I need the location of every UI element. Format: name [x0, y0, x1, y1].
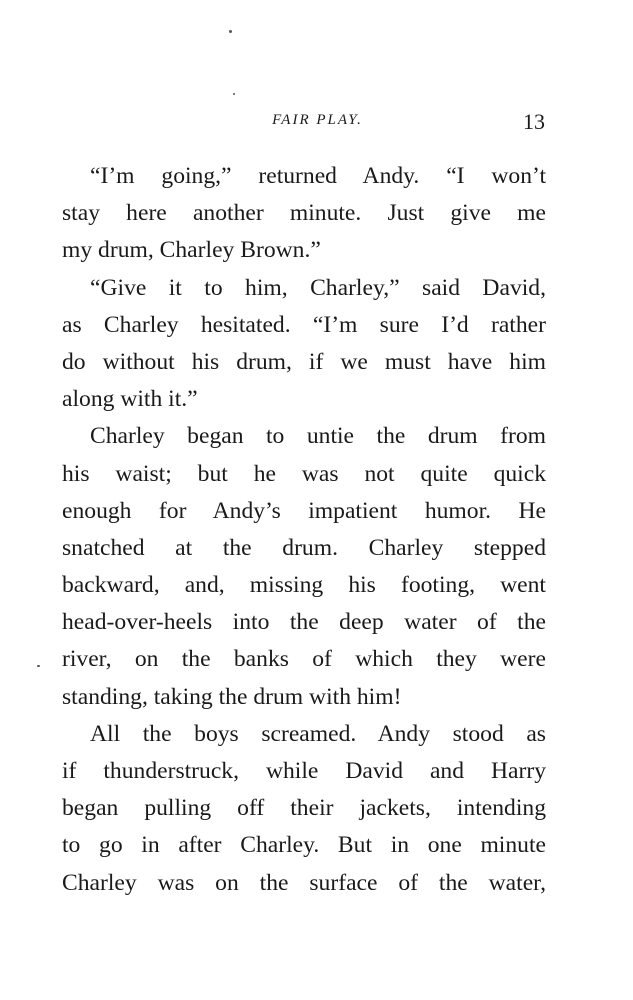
text-line: his waist; but he was not quite quick: [62, 460, 546, 487]
body-text: [62, 158, 546, 902]
running-title: FAIR PLAY.: [272, 112, 363, 128]
text-line: if thunderstruck, while David and Harry: [62, 758, 546, 784]
text-line: snatched at the drum. Charley stepped: [62, 534, 546, 561]
page-speck: [233, 93, 235, 95]
text-line: “I’m going,” returned Andy. “I won’t: [90, 163, 546, 189]
text-line: river, on the banks of which they were: [62, 646, 546, 673]
text-line: my drum, Charley Brown.”: [62, 237, 321, 264]
text-line: to go in after Charley. But in one minute: [62, 832, 546, 859]
text-line: All the boys screamed. Andy stood as: [90, 720, 546, 747]
text-line: “Give it to him, Charley,” said David,: [90, 274, 546, 301]
text-line: backward, and, missing his footing, went: [62, 572, 546, 599]
text-line: Charley began to untie the drum from: [90, 423, 546, 450]
text-line: head-over-heels into the deep water of the: [62, 609, 546, 636]
page-speck: [229, 30, 232, 33]
text-line: along with it.”: [62, 386, 198, 413]
text-line: as Charley hesitated. “I’m sure I’d rather: [62, 311, 546, 338]
text-line: standing, taking the drum with him!: [62, 683, 402, 710]
text-line: stay here another minute. Just give me: [62, 200, 546, 227]
text-line: Charley was on the surface of the water,: [62, 869, 546, 896]
page-number: 13: [523, 109, 545, 134]
text-line: began pulling off their jackets, intending: [62, 795, 546, 822]
page-speck: [37, 665, 40, 667]
text-line: do without his drum, if we must have him: [62, 348, 546, 375]
running-head: [90, 109, 545, 140]
text-line: enough for Andy’s impatient humor. He: [62, 497, 546, 524]
